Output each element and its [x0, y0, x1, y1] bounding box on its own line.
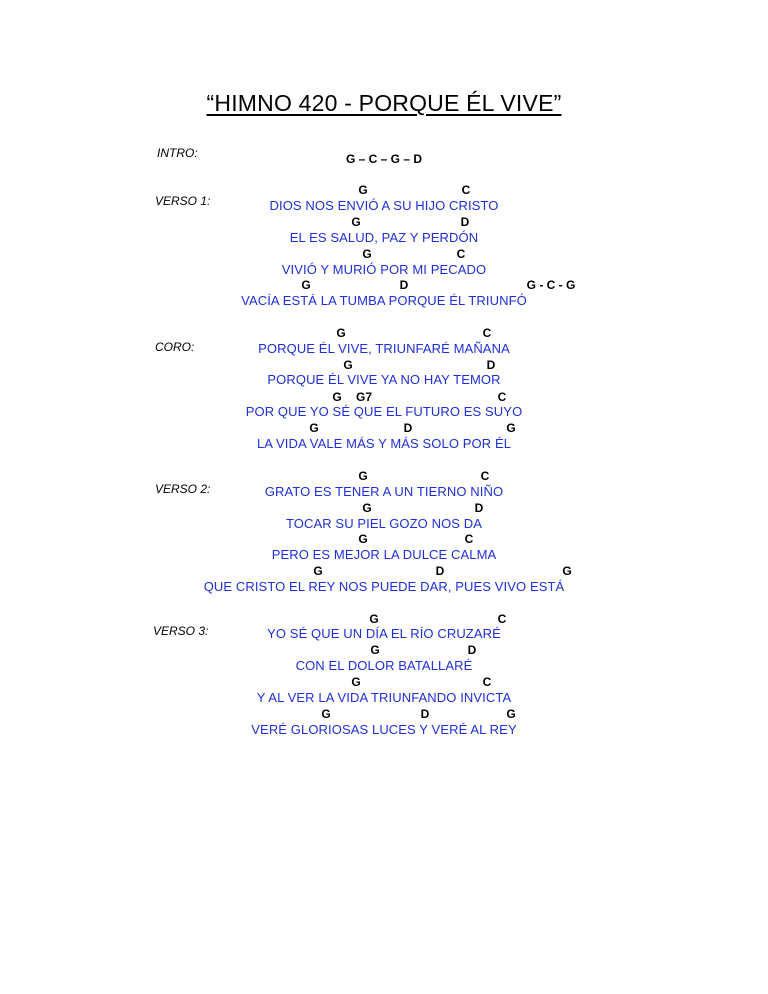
chord: C	[480, 469, 490, 483]
lyric-line: EL ES SALUD, PAZ Y PERDÓN	[289, 230, 479, 245]
intro-label: INTRO:	[157, 146, 198, 160]
chord: C	[464, 532, 474, 546]
chord: G	[313, 564, 323, 578]
lyric-line: LA VIDA VALE MÁS Y MÁS SOLO POR ÉL	[256, 436, 512, 451]
chord: G	[343, 358, 353, 372]
lyric-line: Y AL VER LA VIDA TRIUNFANDO INVICTA	[256, 690, 512, 705]
chord: G	[369, 612, 379, 626]
lyric-line: VIVIÓ Y MURIÓ POR MI PECADO	[281, 262, 487, 277]
chord: G	[358, 469, 368, 483]
chord: C	[461, 183, 471, 197]
chord: G	[301, 278, 311, 292]
chord: C	[497, 612, 507, 626]
lyric-line: CON EL DOLOR BATALLARÉ	[295, 658, 473, 673]
chord: G	[370, 643, 380, 657]
chord: G	[562, 564, 572, 578]
lyric-line: DIOS NOS ENVIÓ A SU HIJO CRISTO	[269, 198, 499, 213]
lyric-line: GRATO ES TENER A UN TIERNO NIÑO	[264, 484, 504, 499]
chord: G	[362, 247, 372, 261]
chord: G	[336, 326, 346, 340]
lyric-line: POR QUE YO SÉ QUE EL FUTURO ES SUYO	[245, 404, 523, 419]
chord: G	[351, 675, 361, 689]
lyric-line: VERÉ GLORIOSAS LUCES Y VERÉ AL REY	[251, 722, 517, 737]
section-label: CORO:	[155, 340, 195, 354]
chord: G	[362, 501, 372, 515]
section-label: VERSO 2:	[155, 482, 211, 496]
chord: G	[506, 421, 516, 435]
chord: C	[456, 247, 466, 261]
chord: G	[358, 183, 368, 197]
section-label: VERSO 3:	[153, 624, 209, 638]
intro-chords: G – C – G – D	[345, 152, 423, 166]
song-title: “HIMNO 420 - PORQUE ÉL VIVE”	[206, 90, 562, 116]
lyric-line: YO SÉ QUE UN DÍA EL RÍO CRUZARÉ	[267, 626, 501, 641]
lyric-line: PORQUE ÉL VIVE YA NO HAY TEMOR	[267, 372, 501, 387]
section-label: VERSO 1:	[155, 194, 211, 208]
chord: D	[460, 215, 470, 229]
chord: G	[321, 707, 331, 721]
chord: G7	[355, 390, 373, 404]
chord: D	[399, 278, 409, 292]
chord: C	[482, 675, 492, 689]
chord: D	[435, 564, 445, 578]
chord: G	[332, 390, 342, 404]
lyric-line: QUE CRISTO EL REY NOS PUEDE DAR, PUES VIVO ESTÁ	[203, 579, 565, 594]
chord: D	[403, 421, 413, 435]
lyric-line: VACÍA ESTÁ LA TUMBA PORQUE ÉL TRIUNFÓ	[241, 293, 527, 308]
chord: G	[506, 707, 516, 721]
chord: C	[482, 326, 492, 340]
lyric-line: PORQUE ÉL VIVE, TRIUNFARÉ MAÑANA	[258, 341, 510, 356]
chord: G - C - G	[526, 278, 576, 292]
lyric-line: TOCAR SU PIEL GOZO NOS DA	[285, 516, 483, 531]
chord: D	[420, 707, 430, 721]
chord: G	[309, 421, 319, 435]
lyric-line: PERO ES MEJOR LA DULCE CALMA	[271, 547, 497, 562]
chord: D	[474, 501, 484, 515]
chord: G	[351, 215, 361, 229]
chord: D	[486, 358, 496, 372]
chord: D	[467, 643, 477, 657]
chord: C	[497, 390, 507, 404]
chord: G	[358, 532, 368, 546]
